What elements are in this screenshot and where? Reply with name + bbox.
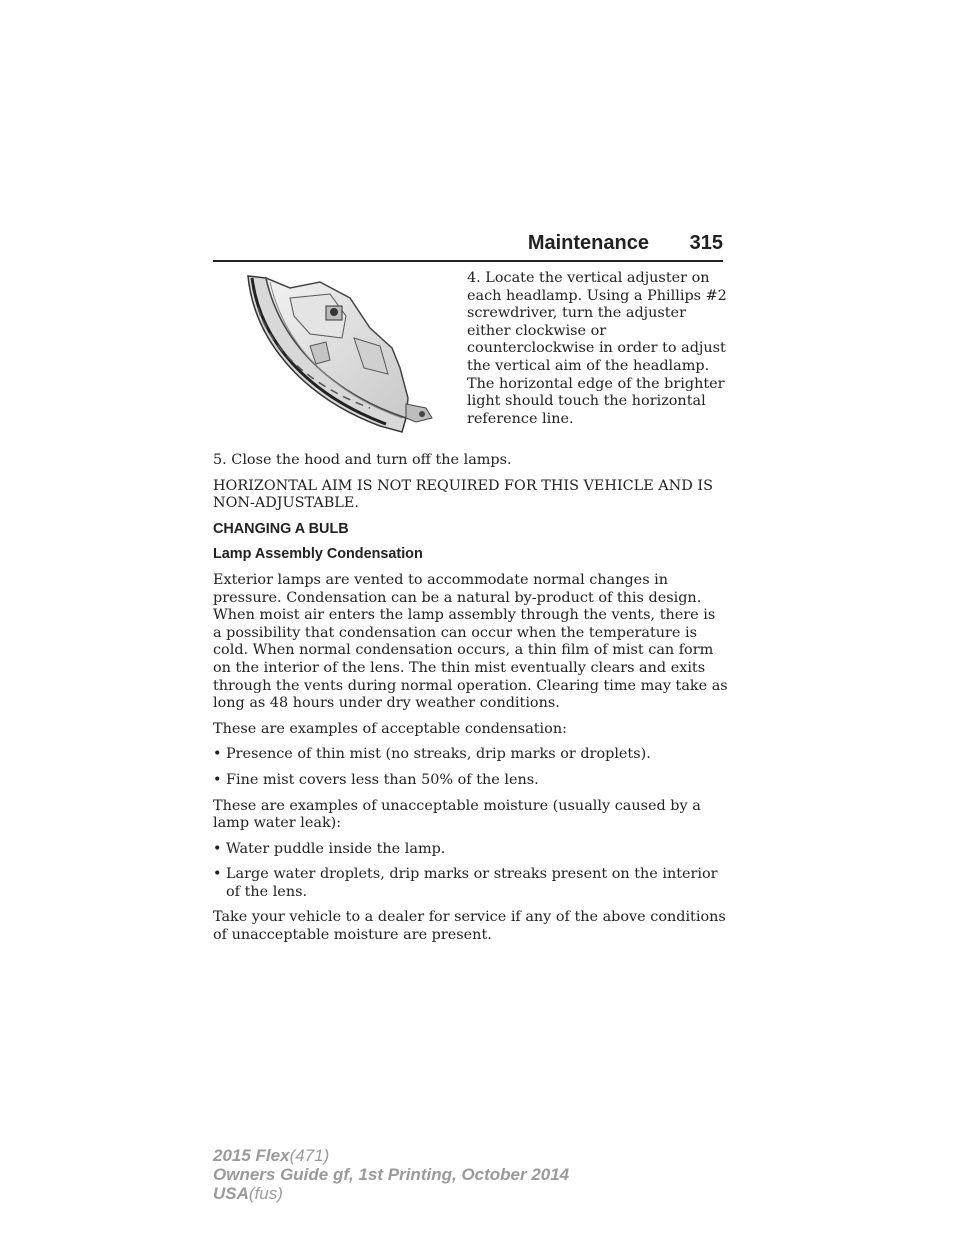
section-heading: CHANGING A BULB	[213, 520, 349, 537]
list-item: • Water puddle inside the lamp.	[213, 840, 446, 857]
page-header	[213, 228, 723, 258]
page-number: 315	[689, 232, 723, 254]
list-item: • Presence of thin mist (no streaks, drip marks or droplets).	[213, 746, 651, 763]
bullet-icon: •	[213, 771, 222, 788]
footer-model-line: 2015 Flex(471)	[213, 1146, 330, 1165]
condensation-paragraph: Exterior lamps are vented to accommodate normal changes in pressure. Condensation can be a natural by-product of this design. When moist air enters the lamp assembly through the vents, there is a possibility that condensation can occur when the temperature is cold. When normal condensation occurs, a thin film of mist can form on the interior of the lens. The thin mist eventually clears and exits through the vents during normal operation. Clearing time may take as long as 48 hours under dry weather conditions.	[213, 571, 728, 712]
footer-guide-line: Owners Guide gf, 1st Printing, October 2014	[213, 1165, 570, 1184]
closing-paragraph: Take your vehicle to a dealer for service if any of the above conditions of unacceptable moisture are present.	[213, 909, 726, 944]
footer-region-line: USA(fus)	[213, 1184, 283, 1203]
acceptable-intro: These are examples of acceptable condensation:	[213, 720, 567, 737]
bullet-icon: •	[213, 840, 222, 857]
bullet-icon: •	[213, 866, 222, 883]
page-footer	[213, 1146, 569, 1203]
bullet-icon: •	[213, 746, 222, 763]
headlamp-assembly-icon	[230, 268, 452, 438]
unacceptable-intro: These are examples of unacceptable moisture (usually caused by a lamp water leak):	[213, 797, 701, 832]
page-body	[213, 452, 728, 953]
step-4-text: 4. Locate the vertical adjuster on each headlamp. Using a Phillips #2 screwdriver, turn the adjuster either clockwise or counterclockwise in order to adjust the vertical aim of the headlamp. The horizontal edge of the brighter light should touch the horizontal reference line.	[467, 270, 727, 427]
subheading: Lamp Assembly Condensation	[213, 546, 423, 563]
step-5-text: 5. Close the hood and turn off the lamps.	[213, 452, 512, 468]
horizontal-aim-notice: HORIZONTAL AIM IS NOT REQUIRED FOR THIS VEHICLE AND IS NON-ADJUSTABLE.	[213, 477, 713, 512]
section-title: Maintenance	[527, 232, 649, 254]
header-rule	[213, 260, 723, 262]
list-item: • Fine mist covers less than 50% of the lens.	[213, 771, 539, 788]
list-item: • Large water droplets, drip marks or streaks present on the interior of the lens.	[213, 866, 718, 900]
